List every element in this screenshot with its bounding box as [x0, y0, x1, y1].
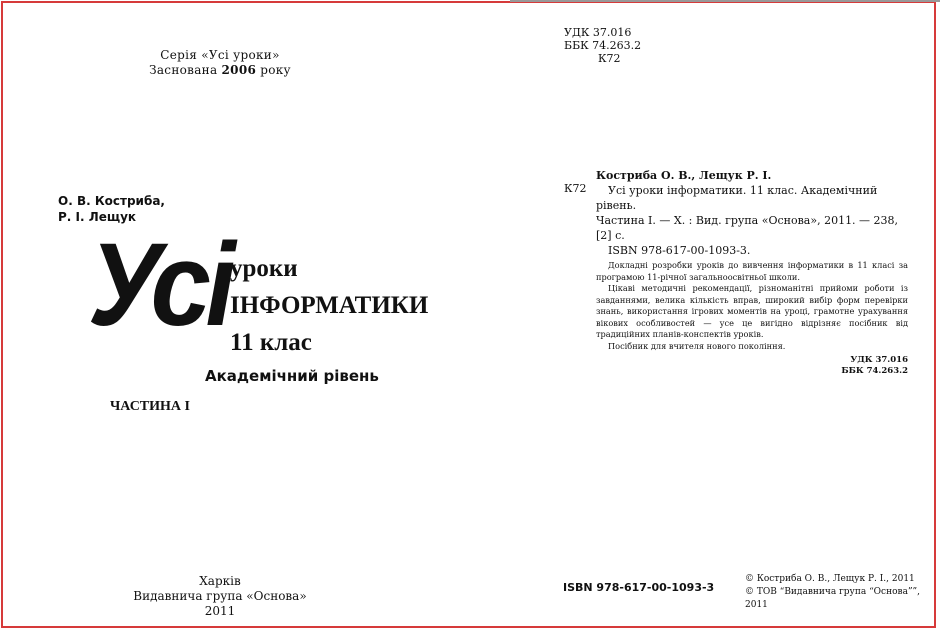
card-isbn: ISBN 978-617-00-1093-3. — [608, 244, 751, 257]
abstract-1: Докладні розробки уроків до вивчення інформатики в 11 класі за програмою 11-річної загальноосвітньої школи. — [596, 260, 908, 282]
card-abstract — [596, 260, 908, 352]
copyright-block — [745, 573, 940, 612]
title-line-1: уроки — [230, 255, 298, 282]
card-authors: Костриба О. В., Лещук Р. І. — [596, 169, 772, 182]
author-1: О. В. Костриба, — [58, 194, 165, 208]
card-title: Усі уроки інформатики. 11 клас. Академічний рівень. — [596, 184, 878, 212]
card-code: К72 — [564, 182, 587, 195]
author-2: Р. І. Лещук — [58, 210, 137, 224]
card-publication: Частина І. — Х. : Вид. група «Основа», 2011. — 238,[2] с. — [596, 214, 899, 242]
classification-codes — [564, 26, 641, 65]
catalog-card — [596, 168, 908, 377]
part-label: ЧАСТИНА І — [110, 399, 190, 414]
card-bbk: ББК 74.263.2 — [841, 366, 908, 376]
title-line-3: 11 клас — [230, 329, 312, 356]
title-line-2: ІНФОРМАТИКИ — [230, 292, 429, 319]
abstract-3: Посібник для вчителя нового покоління. — [608, 340, 786, 351]
year: 2011 — [204, 604, 236, 618]
founded-line: Заснована 2006 року — [149, 63, 291, 77]
abstract-2: Цікаві методичні рекомендації, різноманітні прийоми роботи із завданнями, велика кількість вправ, широкий вибір форм перевірки знань, використання ігрових моментів на уроці, грамотне урахування вікових особливостей — усе це вигідно відрізняє посібник від традиційних планів-конспектів уроків. — [596, 283, 908, 339]
card-codes — [596, 355, 908, 377]
copyright-2: © ТОВ “Видавнича група “Основа””, 2011 — [745, 587, 921, 610]
city: Харків — [199, 574, 241, 588]
author-mark: К72 — [598, 52, 621, 65]
isbn-bottom: ISBN 978-617-00-1093-3 — [563, 581, 715, 594]
udk: УДК 37.016 — [564, 26, 632, 39]
series-line: Серія «Усі уроки» — [160, 48, 280, 62]
level-subtitle: Академічний рівень — [205, 367, 379, 385]
founded-year: 2006 — [221, 63, 257, 77]
imprint — [120, 574, 320, 619]
publisher: Видавнича група «Основа» — [133, 589, 307, 603]
series-block — [110, 48, 330, 78]
title-big-word: Усі — [88, 219, 231, 351]
top-rule — [510, 0, 940, 2]
card-udk: УДК 37.016 — [850, 355, 908, 365]
title-lines — [230, 250, 428, 361]
copyright-1: © Костриба О. В., Лещук Р. І., 2011 — [745, 574, 915, 584]
bbk: ББК 74.263.2 — [564, 39, 642, 52]
